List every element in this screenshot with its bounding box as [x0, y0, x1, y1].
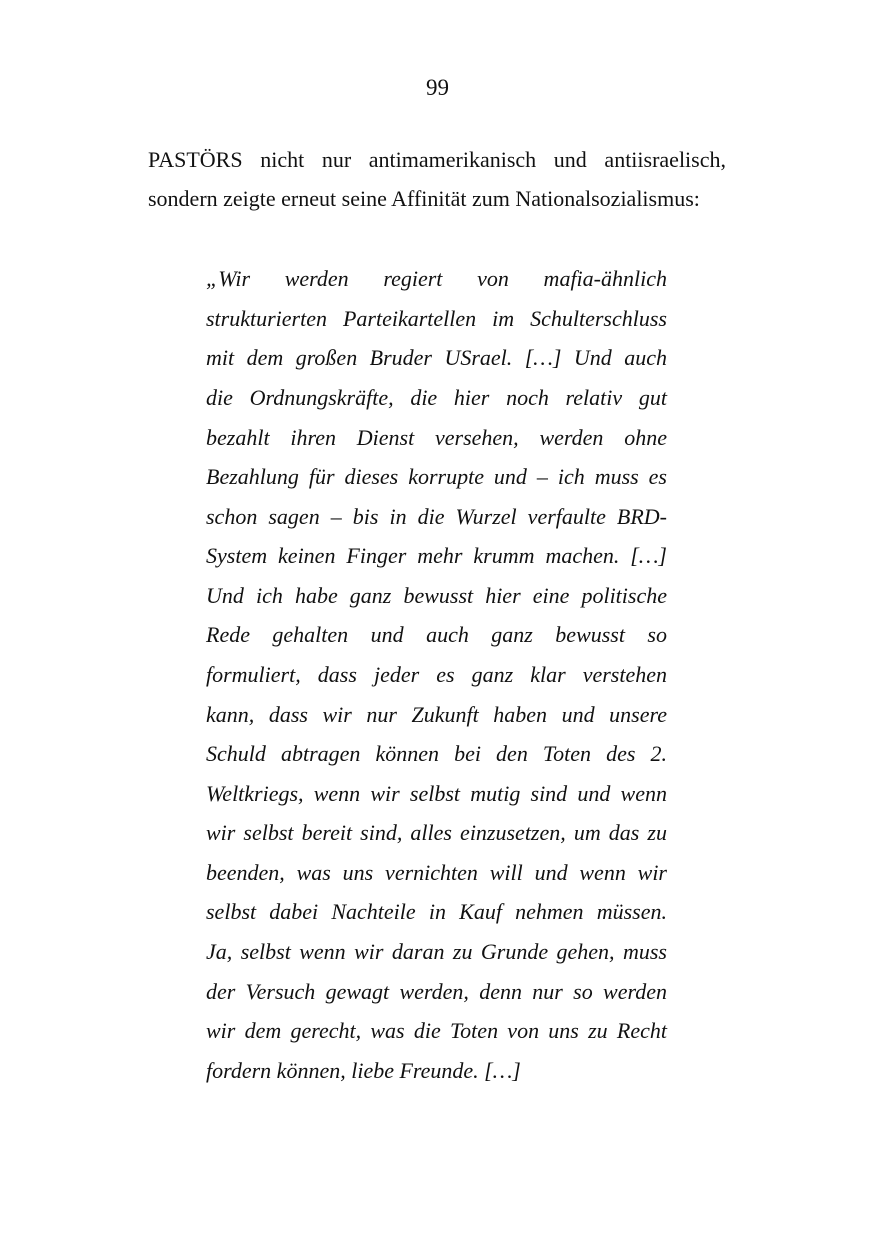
quote-line: die Ordnungskräfte, die hier noch relativ gut	[206, 385, 667, 410]
quote-line: „Wir werden regiert von mafia-ähnlich	[206, 266, 667, 291]
quote-line: kann, dass wir nur Zukunft haben und unsere	[206, 702, 667, 727]
paragraph-line: sondern zeigte erneut seine Affinität zum Nationalsozialismus:	[148, 186, 700, 211]
page-number: 99	[426, 75, 449, 100]
quote-line: beenden, was uns vernichten will und wenn wir	[206, 860, 667, 885]
quote-line: mit dem großen Bruder USrael. […] Und auch	[206, 345, 667, 370]
quote-line: Rede gehalten und auch ganz bewusst so	[206, 622, 667, 647]
quote-line: Und ich habe ganz bewusst hier eine politische	[206, 583, 667, 608]
quote-line: fordern können, liebe Freunde. […]	[206, 1058, 521, 1083]
quote-line: schon sagen – bis in die Wurzel verfaulte BRD-	[206, 504, 667, 529]
quote-line: bezahlt ihren Dienst versehen, werden ohne	[206, 425, 667, 450]
quote-line: der Versuch gewagt werden, denn nur so werden	[206, 979, 667, 1004]
quote-line: selbst dabei Nachteile in Kauf nehmen müssen.	[206, 899, 667, 924]
quote-line: System keinen Finger mehr krumm machen. […]	[206, 543, 667, 568]
quote-line: Bezahlung für dieses korrupte und – ich muss es	[206, 464, 667, 489]
quote-line: formuliert, dass jeder es ganz klar verstehen	[206, 662, 667, 687]
quote-line: Ja, selbst wenn wir daran zu Grunde gehen, muss	[206, 939, 667, 964]
paragraph-line: PASTÖRS nicht nur antimamerikanisch und antiisraelisch,	[148, 147, 726, 172]
quote-line: Schuld abtragen können bei den Toten des 2.	[206, 741, 667, 766]
quote-line: wir dem gerecht, was die Toten von uns zu Recht	[206, 1018, 667, 1043]
quote-line: wir selbst bereit sind, alles einzusetzen, um das zu	[206, 820, 667, 845]
quote-line: Weltkriegs, wenn wir selbst mutig sind und wenn	[206, 781, 667, 806]
quote-line: strukturierten Parteikartellen im Schulterschluss	[206, 306, 667, 331]
